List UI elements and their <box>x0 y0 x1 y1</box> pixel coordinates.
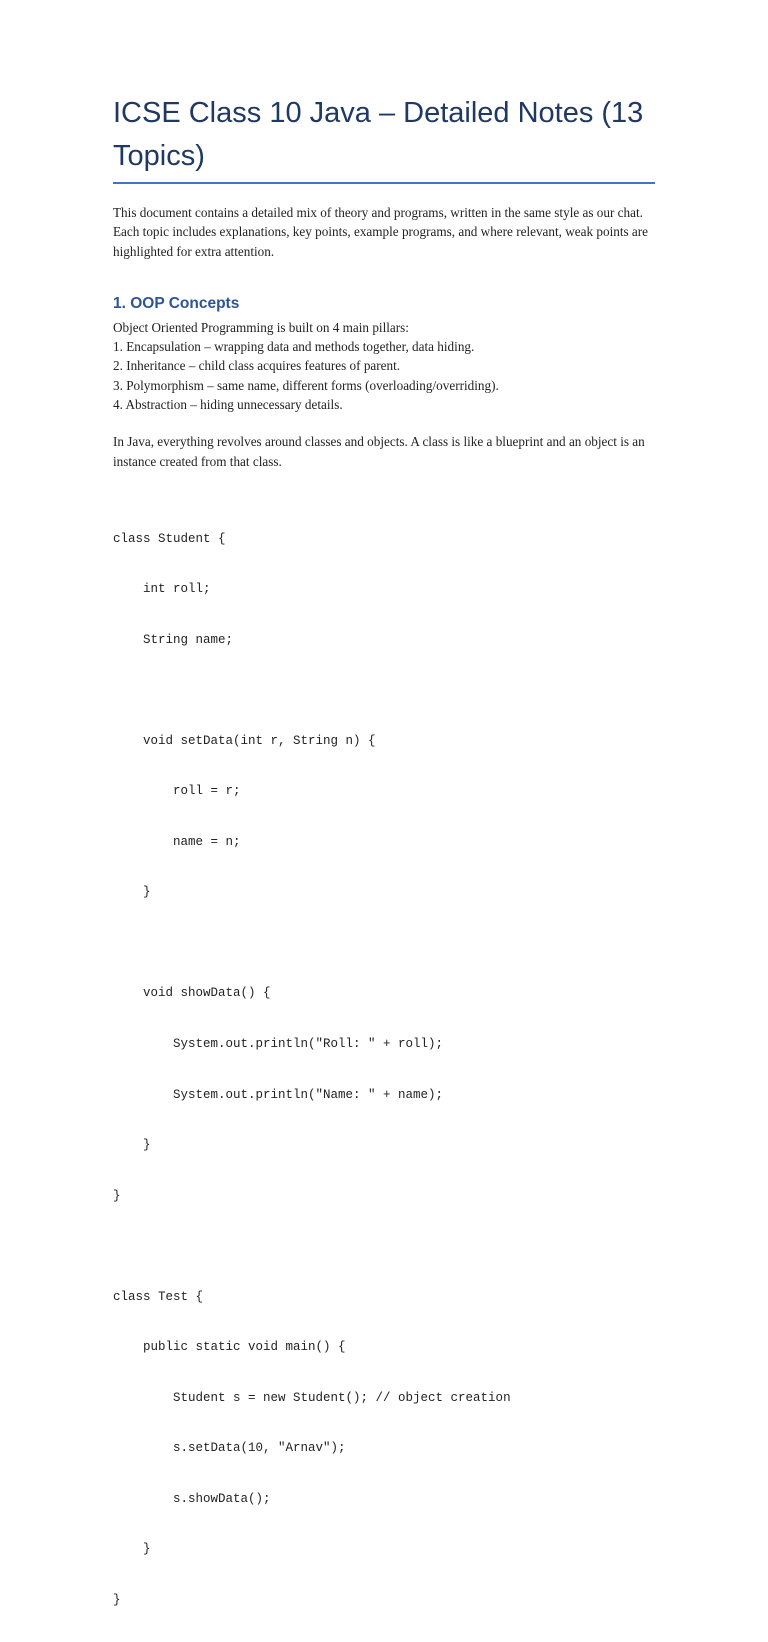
code-line: public static void main() { <box>113 1340 346 1355</box>
pillars-intro-line: Object Oriented Programming is built on 4 main pillars: <box>113 319 409 335</box>
code-line: } <box>113 1542 151 1557</box>
code-line: class Test { <box>113 1289 204 1304</box>
code-line: roll = r; <box>113 784 241 799</box>
code-line <box>113 1238 655 1255</box>
section-heading-oop-concepts: 1. OOP Concepts <box>113 294 240 312</box>
code-line: name = n; <box>113 834 241 849</box>
code-line: } <box>113 885 151 900</box>
code-line <box>113 935 655 952</box>
code-line: void showData() { <box>113 986 271 1001</box>
document-page <box>113 92 655 1642</box>
code-block <box>113 497 655 1642</box>
code-line: } <box>113 1592 121 1607</box>
pillar-item-encapsulation: 1. Encapsulation – wrapping data and methods together, data hiding. <box>113 339 475 355</box>
document-title: ICSE Class 10 Java – Detailed Notes (13 Topics) <box>113 97 644 172</box>
code-line: int roll; <box>113 582 211 597</box>
code-line: String name; <box>113 632 234 647</box>
title-divider <box>113 182 655 184</box>
pillar-item-abstraction: 4. Abstraction – hiding unnecessary details. <box>113 397 343 413</box>
code-line: } <box>113 1138 151 1153</box>
code-line: s.setData(10, "Arnav"); <box>113 1441 346 1456</box>
code-line: System.out.println("Roll: " + roll); <box>113 1036 444 1051</box>
classes-objects-paragraph: In Java, everything revolves around classes and objects. A class is like a blueprint and an object is an instance created from that class. <box>113 434 645 469</box>
code-line: System.out.println("Name: " + name); <box>113 1087 444 1102</box>
intro-paragraph: This document contains a detailed mix of theory and programs, written in the same style as our chat. Each topic includes explanations, key points, example programs, and where relevant, weak points are highlighted for extra attention. <box>113 205 649 259</box>
pillar-item-inheritance: 2. Inheritance – child class acquires features of parent. <box>113 358 401 374</box>
code-line: void setData(int r, String n) { <box>113 733 376 748</box>
code-line: } <box>113 1188 121 1203</box>
code-line: Student s = new Student(); // object creation <box>113 1390 511 1405</box>
oop-pillars-list <box>113 318 655 414</box>
code-line <box>113 682 655 699</box>
code-line: class Student { <box>113 531 226 546</box>
code-line: s.showData(); <box>113 1491 271 1506</box>
pillar-item-polymorphism: 3. Polymorphism – same name, different forms (overloading/overriding). <box>113 377 499 393</box>
